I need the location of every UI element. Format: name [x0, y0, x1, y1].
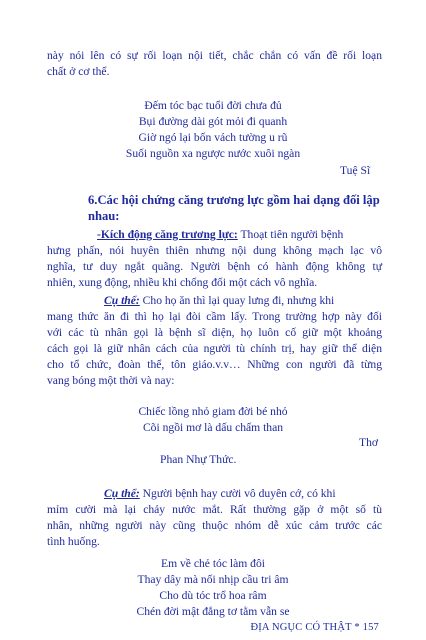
- paragraph-line: [104, 486, 336, 501]
- poem-credit-label: Thơ: [359, 436, 379, 449]
- page-footer: ĐỊA NGỤC CÓ THẬT * 157: [250, 622, 379, 633]
- poem-line: Chén đời mật đắng tơ tằm vẫn se: [136, 605, 290, 618]
- paragraph-line: nhân, những người này cũng thuộc nhóm dễ xúc cảm trước các: [47, 519, 382, 532]
- poem-line: Em về chẻ tóc làm đôi: [161, 557, 265, 570]
- term-label: Cụ thể:: [104, 487, 140, 500]
- section-heading: nhau:: [88, 209, 120, 223]
- poem-line: Chiếc lồng nhỏ giam đời bé nhỏ: [138, 405, 288, 418]
- poem-line: Suối nguồn xa ngược nước xuôi ngàn: [125, 147, 301, 160]
- poem-author: Tuệ Sĩ: [340, 164, 371, 177]
- paragraph-text: Cho họ ăn thì lại quay lưng đi, nhưng khi: [139, 294, 335, 307]
- poem-line: Giờ ngó lại bốn vách tường u rũ: [138, 131, 288, 144]
- paragraph-line: hưng phấn, nói huyên thiên nhưng nội dung không mạch lạc vô: [47, 244, 382, 257]
- poem-line: Bụi đường dài gót mỏi đi quanh: [138, 115, 288, 128]
- paragraph-line: tình huống.: [47, 535, 100, 548]
- section-heading: 6.Các hội chứng căng trương lực gồm hai dạng đối lập: [88, 193, 380, 207]
- term-label: -Kích động căng trương lực:: [97, 228, 238, 241]
- paragraph-line: chất ở cơ thể.: [47, 65, 110, 78]
- poem-line: Cho dù tóc trổ hoa râm: [159, 589, 267, 602]
- paragraph-line: này nói lên có sự rối loạn nội tiết, chắc chắn có vấn đề rối loạn: [47, 49, 382, 62]
- term-label: Cụ thể:: [104, 294, 140, 307]
- paragraph-line: nghĩa, tư duy ngắt quãng. Người bệnh có hành động không tự: [47, 260, 382, 273]
- poem-author: Phan Nhự Thức.: [160, 453, 237, 466]
- paragraph-text: Người bệnh hay cười vô duyên cớ, có khi: [139, 487, 336, 500]
- paragraph-line: nhiên, xung động, nhiều khi chống đối một cách vô nghĩa.: [47, 276, 318, 289]
- poem-line: Cõi ngồi mơ là dấu chấm than: [142, 421, 284, 434]
- paragraph-line: mang thức ăn đi thì họ lại đòi cầm lấy. Trong trường hợp này đối: [47, 310, 382, 323]
- paragraph-line: cho tổ chức, đoàn thể, tôn giáo.v.v… Những con người đã từng: [47, 358, 382, 371]
- paragraph-line: vang bóng một thời và nay:: [47, 374, 175, 387]
- paragraph-line: cách gọi là giữ nhân cách của người tù chính trị, hay giữ thể diện: [47, 342, 382, 355]
- paragraph-text: Thoạt tiên người bệnh: [237, 228, 344, 241]
- paragraph-line: [104, 293, 334, 308]
- paragraph-line: mỉm cười mà lại chảy nước mắt. Rất thường gặp ở một số tù: [47, 503, 382, 516]
- poem-line: Thay dây mà nối nhịp cầu tri âm: [137, 573, 289, 586]
- paragraph-line: với các tù nhân gọi là bệnh sĩ diện, họ luôn cố giữ một khoảng: [47, 326, 382, 339]
- poem-line: Đếm tóc bạc tuổi đời chưa đủ: [144, 99, 282, 112]
- paragraph-line: [97, 227, 343, 242]
